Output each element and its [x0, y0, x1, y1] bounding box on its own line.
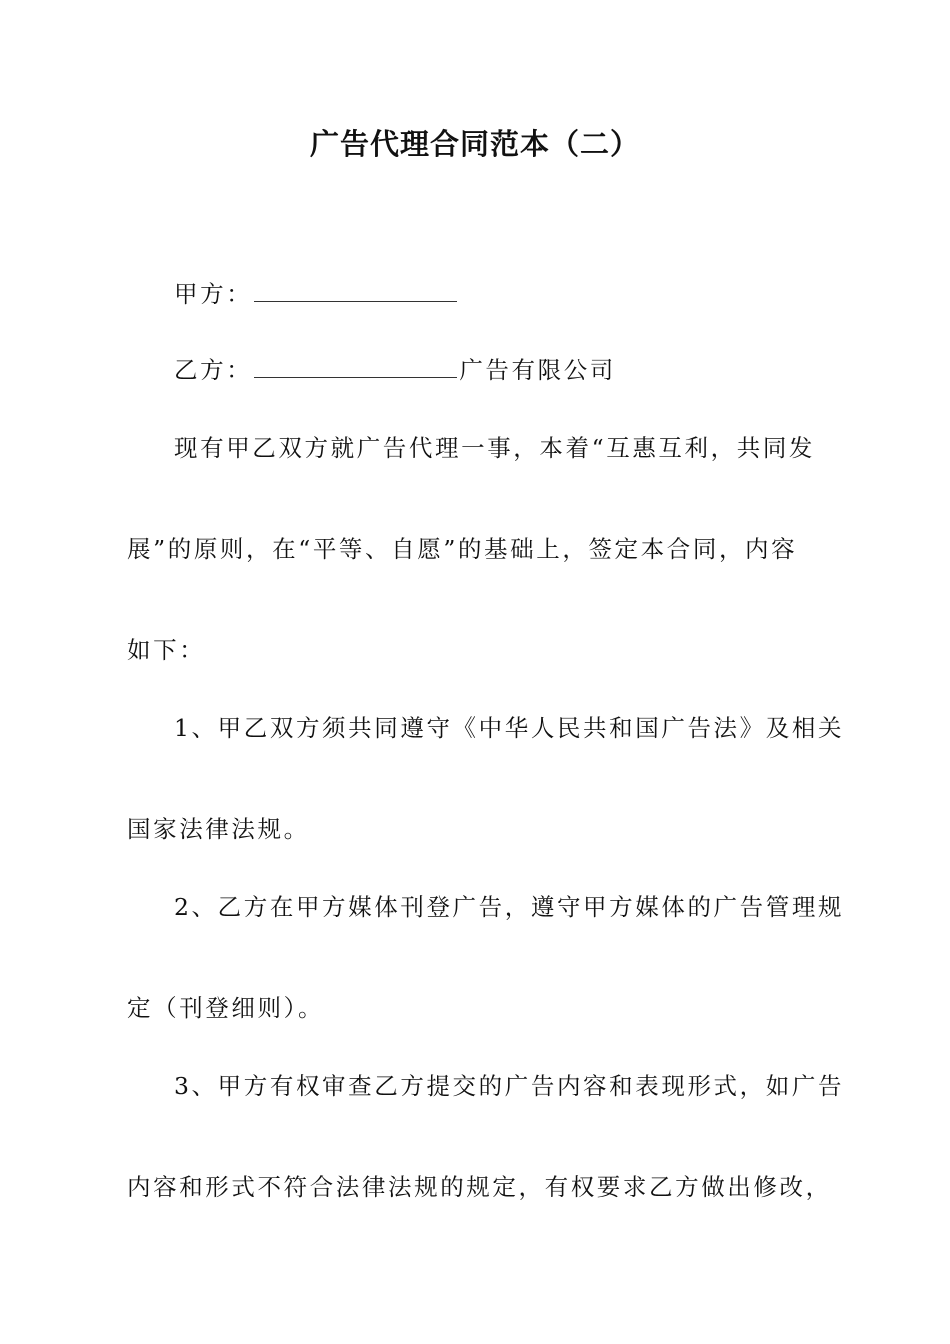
clause-3-line: 3、甲方有权审查乙方提交的广告内容和表现形式，如广告 — [174, 1072, 845, 1100]
party-a-label: 甲方： — [174, 280, 253, 308]
party-b-suffix: 广告有限公司 — [459, 356, 616, 384]
paragraph-line: 如下： — [127, 636, 206, 664]
party-a-line — [174, 276, 874, 312]
clause-1-line: 1、甲乙双方须共同遵守《中华人民共和国广告法》及相关 — [174, 714, 845, 742]
party-a-blank — [254, 281, 457, 302]
clause-2-line: 定（刊登细则）。 — [127, 994, 325, 1022]
party-b-label: 乙方： — [174, 356, 253, 384]
paragraph-line: 展”的原则，在“平等、自愿”的基础上，签定本合同，内容 — [127, 535, 798, 563]
clause-3-line: 内容和形式不符合法律法规的规定，有权要求乙方做出修改， — [127, 1173, 832, 1201]
document-title: 广告代理合同范本（二） — [309, 127, 640, 161]
party-b-blank — [254, 357, 457, 378]
party-b-line — [174, 352, 874, 388]
clause-2-line: 2、乙方在甲方媒体刊登广告，遵守甲方媒体的广告管理规 — [174, 893, 845, 921]
clause-1-line: 国家法律法规。 — [127, 815, 310, 843]
paragraph-line: 现有甲乙双方就广告代理一事，本着“互惠互利，共同发 — [174, 434, 816, 462]
